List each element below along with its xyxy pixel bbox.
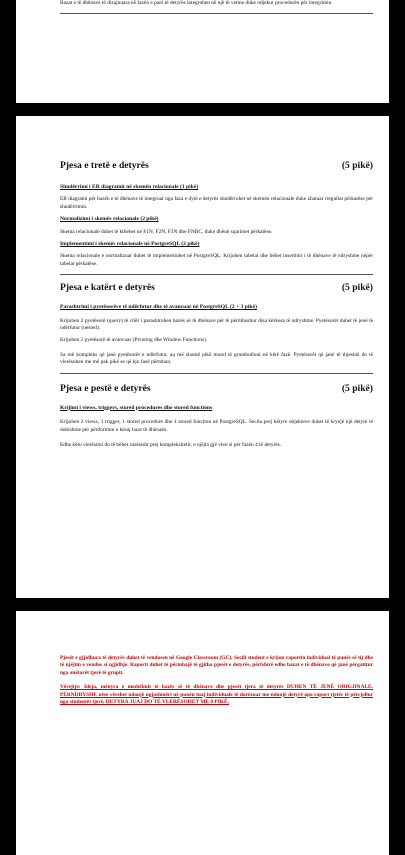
section3-subheading-2: Normalizimi i skemës relacionale (2 pikë) (60, 216, 159, 223)
section3-title: Pjesa e tretë e detyrës (60, 160, 149, 171)
section5-title: Pjesa e pestë e detyrës (60, 382, 151, 394)
paragraph-fragment: Bazat e të dhënave të dizajnuara në fazën e parë të detyrës integrohen në një të vetme duke ndjekur procedurën për integrimin. (60, 0, 333, 6)
section5-subheading-1: Krijimi i views, triggers, stored procedures dhe stored functions (60, 404, 213, 411)
section4-title: Pjesa e katërt e detyrës (60, 282, 155, 294)
section5-heading (60, 383, 373, 395)
section4-paragraph-1: Krijohen 2 pyetësorë (query) të cilët i parashtrohen bazës së të dhënave për të përmbushur disa kërkesa të ndryshme. Pyetësorët duhet të jenë të ndërfutur (nested). (60, 317, 373, 332)
originality-warning: Vërejtje: Ideja, mënyra e modelimit të bazës së të dhënave dhe pjesët tjera të detyrës DUHEN TË JENË ORIGJINALE. PËRNDRYSHE nëse vërehet ndonjë ngjashmëri në punën tuaj individuale të dorëzuar me ndonjë detyrë apo raport tjetër të përcjellur nga studentët tjerë, DETYRA JUAJ DO TË VLERËSOHET ME 0 PIKË. (60, 684, 373, 706)
section5-paragraph-2: Edhe këtu vlerësimi do të bëhet varësisht prej kompleksitetit, e njëjta gjë vlen si për fazën 4 të detyrës. (60, 441, 282, 448)
section3-heading (60, 160, 373, 172)
divider (60, 13, 373, 14)
document-page-1 (16, 0, 389, 103)
section3-subheading-1: Shndërrimi i ER diagramit në skemën relacionale (1 pikë) (60, 184, 199, 190)
section3-points: (5 pikë) (341, 160, 373, 171)
document-page-3 (16, 611, 389, 855)
submission-note: Pjesët e gjjidhura të detyrës duhet të vendosen në Google Classroom (GC). Secili student e krijon raportin individual të punës së tij dhe të njëjtin e vendos si zgjidhje. Raporti duhet të përmbajë të gjitha pjesët e detyrës, përfshirë edhe bazat e të dhënave që janë përgatitur nga anëtarët tjerë të grupit. (60, 655, 373, 676)
document-page-2 (16, 116, 389, 598)
section4-paragraph-3: Sa më kompleks që janë pyetësorët e ndërfutur, aq më shumë pikë mund të grumbulloni në këtë fazë. Pyetësorët që janë të thjeshtë do të vlerësohen me më pak pikë se që kjo fazë përmban. (60, 351, 373, 366)
divider (60, 274, 373, 275)
section4-heading (60, 282, 373, 294)
section3-paragraph-2: Skema relacionale duhet të kthehet në F1N, F2N, F3N dhe FNBC, duke dhënë sqarimet përkatëse. (60, 228, 273, 235)
section4-subheading-1: Parashtrimi i pyetësorëve të ndërfutur dhe të avancuar në PostgreSQL (2 + 3 pikë) (60, 304, 257, 311)
section3-subheading-3: Implementimi i skemës relacionale në PostgreSQL (2 pikë) (60, 241, 200, 248)
section5-paragraph-1: Krijohen 2 views, 1 trigger, 1 stored procedure dhe 1 stored function në PostgreSQL. Secila prej këtyre objekteve duhet të kryejë një detyrë të dobishme për përdorimin e kësaj baze të dhënash. (60, 419, 373, 433)
section4-paragraph-2: Krijohen 2 pyetësorë të avancuar (Pivoting dhe Window Functions). (60, 337, 208, 344)
section3-paragraph-1: ER diagrami për bazën e të dhënave të integruar nga faza e dytë e detyrës shndërrohet në skemën relacionale duke zbatuar rregullat përkatëse për shndërrimin. (60, 196, 373, 210)
section4-points: (5 pikë) (341, 282, 373, 294)
divider (60, 373, 373, 374)
section5-points: (5 pikë) (341, 382, 373, 394)
section3-paragraph-3: Skema relacionale e normalizuar duhet të implementohet në PostgreSQL. Krijohen tabelat dhe bëhet insertimi i të dhënave të ndryshme nëpër tabelat përkatëse. (60, 253, 373, 267)
